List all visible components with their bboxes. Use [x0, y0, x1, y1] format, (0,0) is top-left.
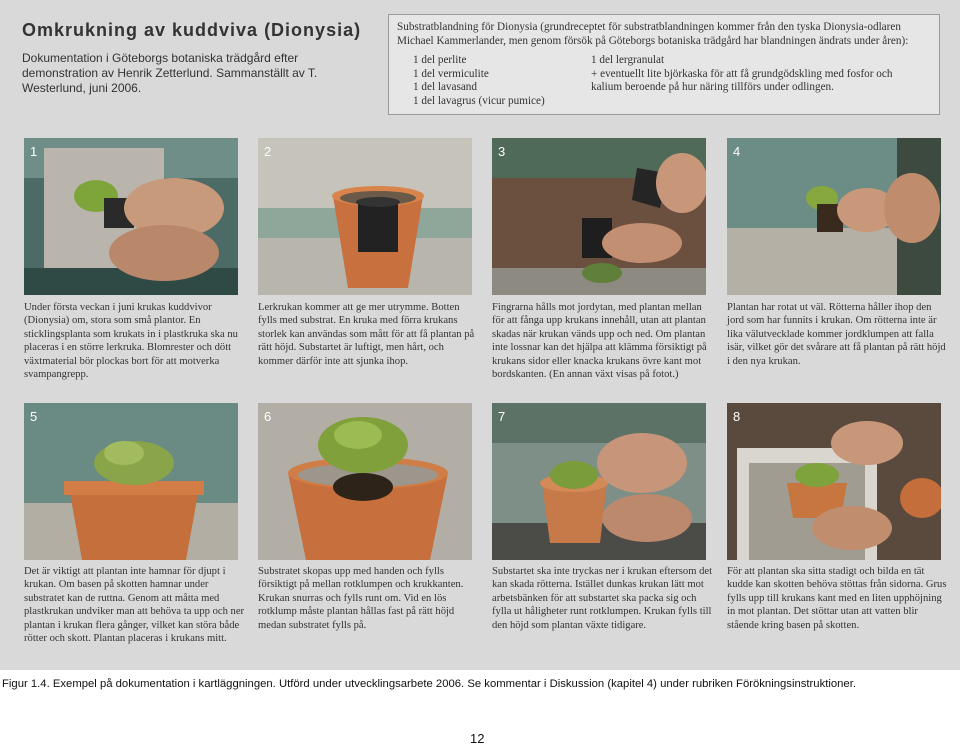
- step-caption-4: Plantan har rotat ut väl. Rötterna håller ihop den jord som har funnits i krukan. Om rötterna inte är lika välutvecklade kommer jordklumpen att falla isär, vilket gör det svårare att få plantan på rätt höjd i den nya krukan.: [727, 302, 946, 367]
- step-photo-5: [24, 403, 238, 560]
- page-title: Omkrukning av kuddviva (Dionysia): [22, 20, 362, 40]
- substrate-list-left: [413, 54, 545, 108]
- substrate-intro: Substratblandning för Dionysia (grundreceptet för substratblandningen kommer från den tyska Dionysia-odlaren Michael Kammerlander, men genom försök på Göteborgs botaniska trädgård har blandningen ändrats under åren):: [397, 21, 909, 47]
- step-number: 5: [30, 409, 38, 424]
- step-photo-6: [258, 403, 472, 560]
- step-photo-7: [492, 403, 706, 560]
- step-photo-1: [24, 138, 238, 295]
- header: [22, 20, 362, 96]
- step-number: 6: [264, 409, 272, 424]
- substrate-list-right: [591, 54, 931, 95]
- page-number: 12: [470, 731, 485, 746]
- step-number: 7: [498, 409, 506, 424]
- page-subtitle: Dokumentation i Göteborgs botaniska trädgård efter demonstration av Henrik Zetterlund. Sammanställt av T. Westerlund, juni 2006.: [22, 51, 318, 95]
- step-photo-8: [727, 403, 941, 560]
- substrate-item: + eventuellt lite björkaska för att få grundgödskling med fosfor och: [591, 67, 893, 80]
- substrate-item: 1 del lavagrus (vicur pumice): [413, 94, 545, 107]
- step-caption-6: Substratet skopas upp med handen och fylls försiktigt på mellan rotklumpen och krukkanten. Krukan snurras och fylls runt om. Vid en lös rotklump måste plantan hållas fast på rätt höjd medan substratet fylls på.: [258, 566, 464, 631]
- step-number: 3: [498, 144, 506, 159]
- substrate-item: 1 del vermiculite: [413, 67, 489, 80]
- step-photo-4: [727, 138, 941, 295]
- step-photo-3: [492, 138, 706, 295]
- step-photo-2: [258, 138, 472, 295]
- step-caption-7: Substartet ska inte tryckas ner i krukan eftersom det kan skada rötterna. Istället dunkas krukan lätt mot arbetsbänken för att substartet ska packa sig och fylla ut håligheter runt rotklumpen. Krukan fylls till den höjd som plantan växte tidigare.: [492, 566, 713, 631]
- step-caption-3: Fingrarna hålls mot jordytan, med plantan mellan för att fånga upp krukans innehåll, utan att plantan skadas när krukan vänds upp och ned. Om plantan inte lossnar kan det hjälpa att klämma försiktigt på krukans sidor eller knacka krukans övre kant mot bordskanten. (En annan växt visas på fotot.): [492, 302, 707, 381]
- figure-caption: Figur 1.4. Exempel på dokumentation i kartläggningen. Utförd under utvecklingsarbete 2006. Se kommentar i Diskussion (kapitel 4) under rubriken Förökningsinstruktioner.: [2, 678, 856, 690]
- substrate-item: 1 del lergranulat: [591, 54, 665, 66]
- step-number: 8: [733, 409, 741, 424]
- step-caption-5: Det är viktigt att plantan inte hamnar för djupt i krukan. Om basen på skotten hamnar under substratet kan de ruttna. Genom att måtta med plastkrukan undviker man att behöva ta upp och ner plantan i krukan flera gånger, vilket kan störa både rötter och skott. Plantan placeras i krukans mitt.: [24, 566, 245, 645]
- substrate-item: 1 del lavasand: [413, 81, 477, 93]
- step-caption-2: Lerkrukan kommer att ge mer utrymme. Botten fylls med substrat. En kruka med förra krukans storlek kan användas som mått för att få plantan på rätt höjd. Substartet är luftigt, men hårt, och kommer därför inte att sjunka ihop.: [258, 302, 475, 367]
- step-number: 1: [30, 144, 38, 159]
- step-number: 2: [264, 144, 272, 159]
- step-number: 4: [733, 144, 741, 159]
- substrate-item: 1 del perlite: [413, 54, 467, 66]
- step-caption-8: För att plantan ska sitta stadigt och bilda en tät kudde kan skotten behöva stöttas från sidorna. Grus fylls upp till krukans kant med en liten upphöjning in mot plantan. Det stöttar utan att vatten blir stående kring basen på skotten.: [727, 566, 947, 631]
- substrate-info-box: [388, 14, 940, 115]
- substrate-item: kalium beroende på hur näring tillförs under odlingen.: [591, 81, 834, 93]
- step-caption-1: Under första veckan i juni krukas kuddvivor (Dionysia) om, stora som små plantor. En sticklingsplanta som krukats in i plastkruka ska nu placeras i en större lerkruka. Blomrester och dött växtmaterial bör plockas bort för att motverka svampangrepp.: [24, 302, 238, 381]
